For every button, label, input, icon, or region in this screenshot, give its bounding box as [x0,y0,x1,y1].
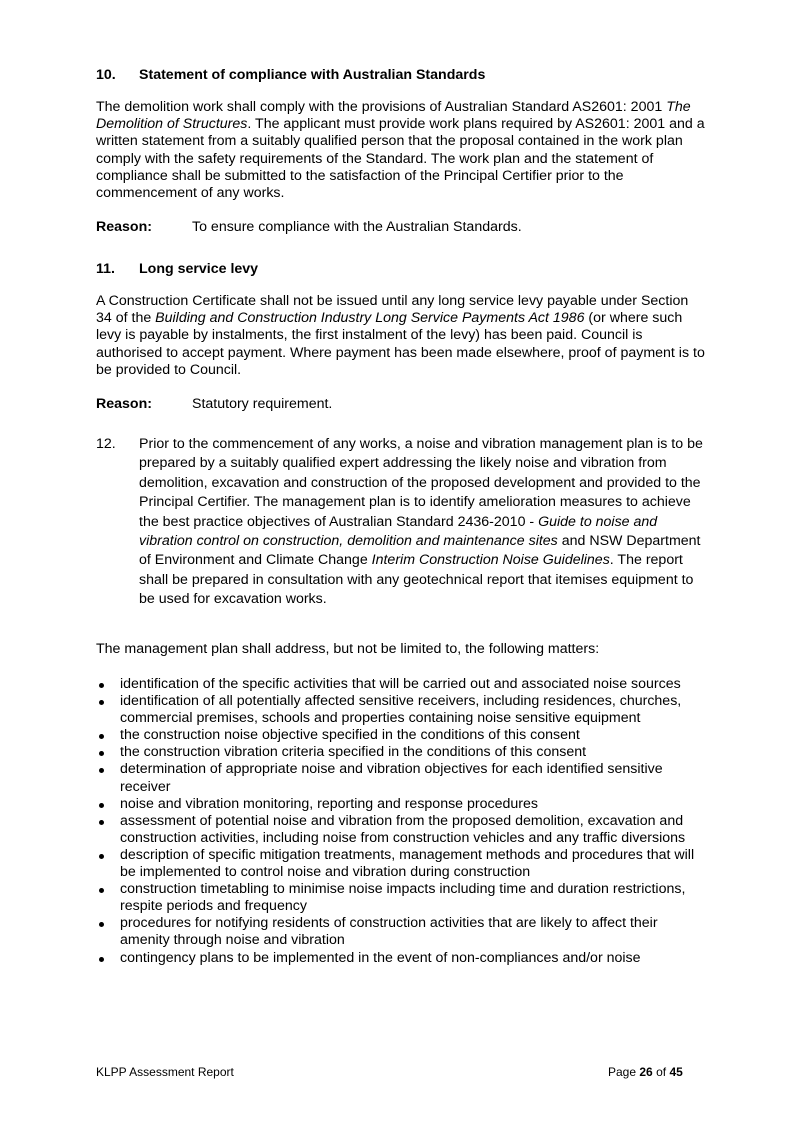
section-10-reason [96,218,522,236]
list-item: determination of appropriate noise and vibration objectives for each identified sensitive receiver [96,761,706,795]
standard-title: The Demolition of Structures [96,99,691,133]
list-item: the construction noise objective specified in the conditions of this consent [96,727,706,744]
management-plan-intro: The management plan shall address, but not be limited to, the following matters: [96,641,600,657]
section-10-number: 10. [96,67,116,83]
bullet-icon [99,803,104,808]
list-item: the construction vibration criteria specified in the conditions of this consent [96,744,706,761]
reason-label: Reason: [96,396,152,412]
section-11-body: A Construction Certificate shall not be issued until any long service levy payable under Section 34 of the Building and Construction Industry Long Service Payments Act 1986 (or where such levy is payable by instalments, the first instalment of the levy) has been paid. Council is authorised to accept payment. Where payment has been made elsewhere, proof of payment is to be provided to Council. [96,293,705,378]
list-item: construction timetabling to minimise noise impacts including time and duration restrictions, respite periods and frequency [96,881,706,915]
bullet-icon [99,768,104,773]
guidelines-title: Interim Construction Noise Guidelines [371,552,610,569]
list-item: identification of the specific activities that will be carried out and associated noise sources [96,676,706,693]
section-11-title: Long service levy [139,261,259,277]
bullet-icon [99,734,104,739]
bullet-icon [99,700,104,705]
bullet-icon [99,751,104,756]
section-11-heading [96,260,258,278]
bullet-icon [99,888,104,893]
footer-report-name: KLPP Assessment Report [96,1065,234,1079]
reason-text: To ensure compliance with the Australian Standards. [192,219,522,235]
bullet-icon [99,820,104,825]
list-item: assessment of potential noise and vibration from the proposed demolition, excavation and construction activities, including noise from construction vehicles and any traffic diversions [96,813,706,847]
act-title: Building and Construction Industry Long Service Payments Act 1986 [155,310,585,327]
bullet-icon [99,683,104,688]
list-item: identification of all potentially affected sensitive receivers, including residences, churches, commercial premises, schools and properties containing noise sensitive equipment [96,693,706,727]
section-10-heading [96,66,485,84]
condition-12-text: Prior to the commencement of any works, a noise and vibration management plan is to be prepared by a suitably qualified expert addressing the likely noise and vibration from demolition, excavation and construction of the proposed development and provided to the Principal Certifier. The management plan is to identify amelioration measures to achieve the best practice objectives of Australian Standard 2436-2010 - Guide to noise and vibration control on construction, demolition and maintenance sites and NSW Department of Environment and Climate Change Interim Construction Noise Guidelines. The report shall be prepared in consultation with any geotechnical report that itemises equipment to be used for excavation works. [139,436,703,608]
reason-label: Reason: [96,219,152,235]
current-page: 26 [639,1065,653,1079]
bullet-icon [99,922,104,927]
section-10-title: Statement of compliance with Australian Standards [139,67,486,83]
footer-page-number: Page 26 of 45 [608,1065,683,1079]
section-11-number: 11. [96,261,115,277]
list-item: description of specific mitigation treatments, management methods and procedures that will be implemented to control noise and vibration during construction [96,847,706,881]
reason-text: Statutory requirement. [192,396,333,412]
management-plan-list [96,676,706,967]
section-11-reason [96,395,332,413]
total-pages: 45 [669,1065,683,1079]
list-item: procedures for notifying residents of construction activities that are likely to affect their amenity through noise and vibration [96,915,706,949]
list-item: noise and vibration monitoring, reporting and response procedures [96,796,706,813]
condition-12 [96,435,706,610]
condition-12-number: 12. [96,436,116,452]
guide-title: Guide to noise and vibration control on construction, demolition and maintenance sites [139,513,658,550]
bullet-icon [99,957,104,962]
section-10-body: The demolition work shall comply with the provisions of Australian Standard AS2601: 2001 The Demolition of Structures. The applicant must provide work plans required by AS2601: 2001 and a written statement from a suitably qualified person that the proposal contained in the work plan comply with the safety requirements of the Standard. The work plan and the statement of compliance shall be submitted to the satisfaction of the Principal Certifier prior to the commencement of any works. [96,99,705,202]
list-item: contingency plans to be implemented in the event of non-compliances and/or noise [96,950,706,967]
bullet-icon [99,854,104,859]
